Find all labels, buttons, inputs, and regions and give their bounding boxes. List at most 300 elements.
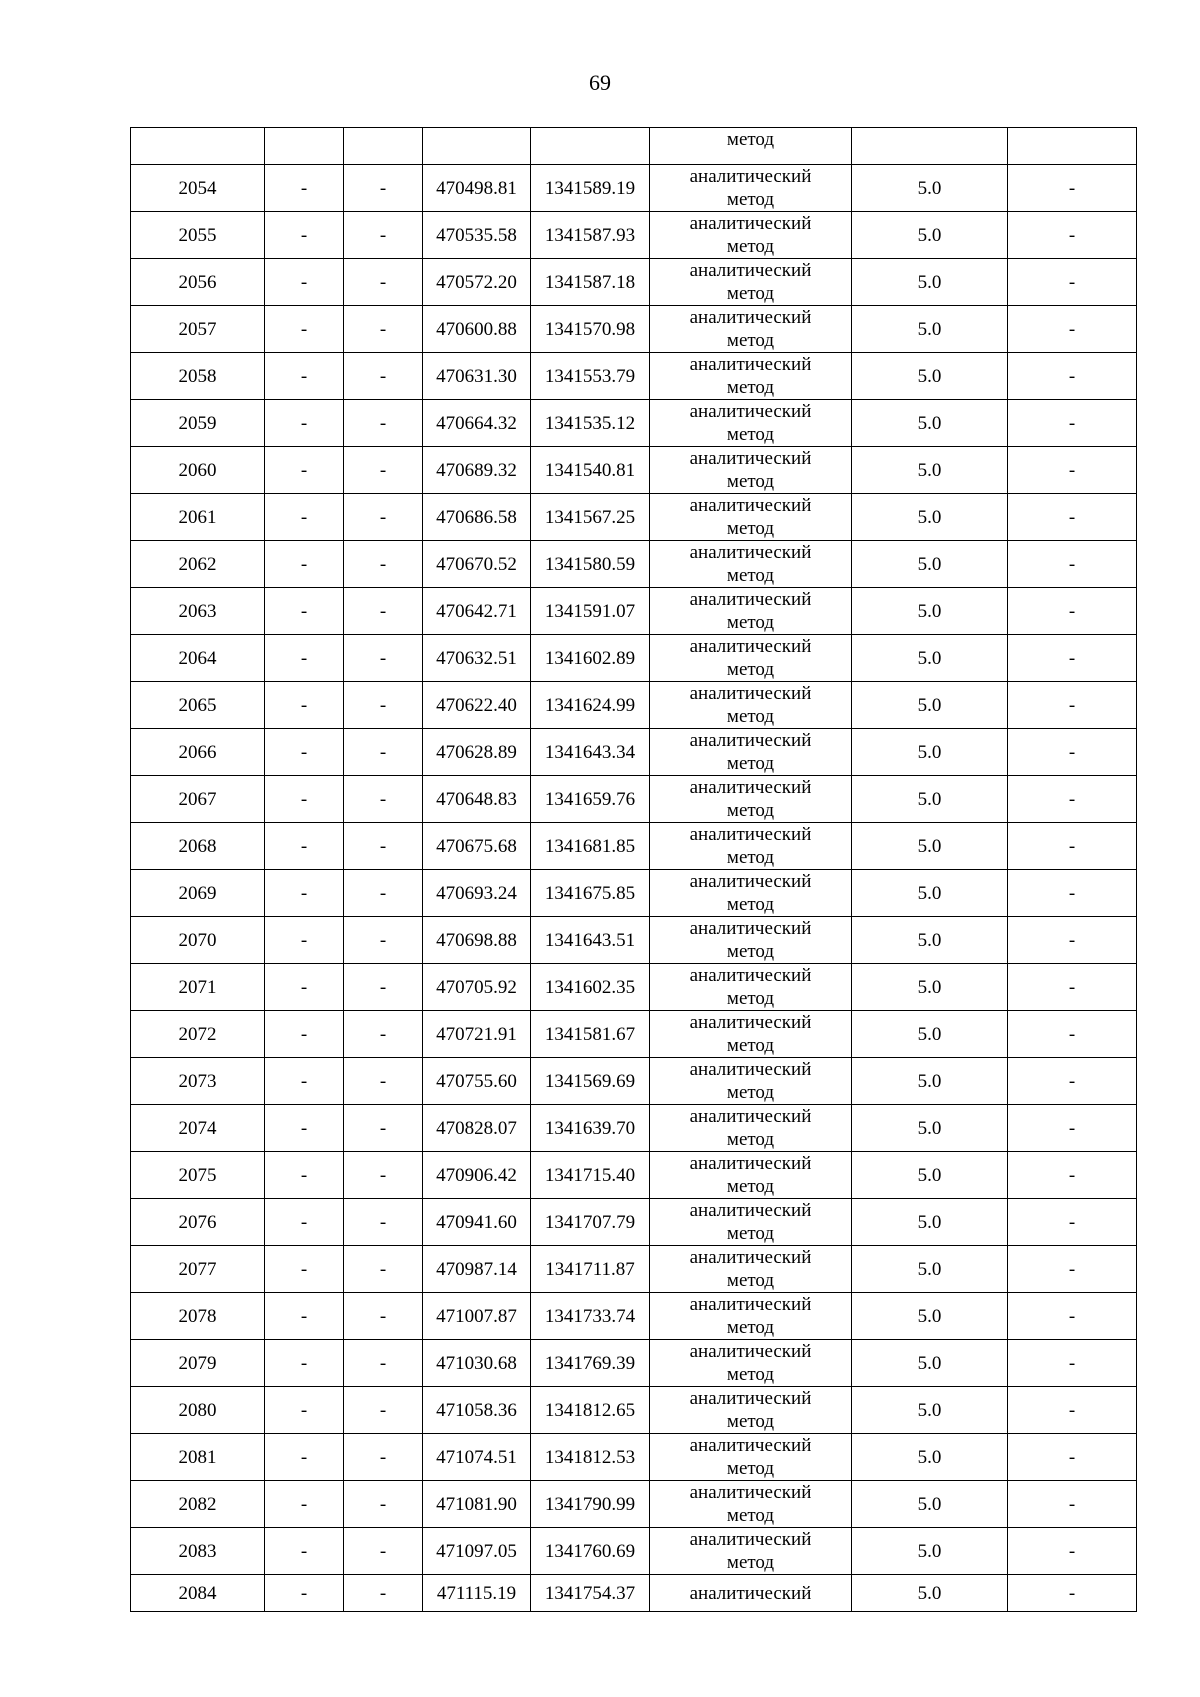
- cell-c3: -: [344, 729, 423, 776]
- cell-c3: -: [344, 917, 423, 964]
- cell-y: 1341570.98: [531, 306, 650, 353]
- cell-c2: -: [265, 1105, 344, 1152]
- cell-c3: -: [344, 588, 423, 635]
- cell-c2: -: [265, 964, 344, 1011]
- cell-num: 2071: [131, 964, 265, 1011]
- cell-precision: 5.0: [852, 729, 1008, 776]
- cell-num: 2068: [131, 823, 265, 870]
- cell-x: 471097.05: [423, 1528, 531, 1575]
- cell-c8: -: [1008, 682, 1137, 729]
- cell-num: 2059: [131, 400, 265, 447]
- method-text-line1: аналитический: [689, 777, 812, 798]
- method-text-line2: метод: [726, 424, 775, 445]
- cell-c3: -: [344, 870, 423, 917]
- cell-precision: 5.0: [852, 494, 1008, 541]
- cell-c2: -: [265, 494, 344, 541]
- cell-precision: 5.0: [852, 400, 1008, 447]
- cell-c2: -: [265, 353, 344, 400]
- cell-precision: 5.0: [852, 1011, 1008, 1058]
- cell-x: 470693.24: [423, 870, 531, 917]
- cell-c2: -: [265, 1058, 344, 1105]
- method-text-line2: метод: [726, 565, 775, 586]
- cell-y: 1341733.74: [531, 1293, 650, 1340]
- table-row: [131, 917, 1137, 964]
- cell-num: 2058: [131, 353, 265, 400]
- cell-precision: 5.0: [852, 1293, 1008, 1340]
- cell-method: [650, 259, 852, 306]
- cell-c8: -: [1008, 1152, 1137, 1199]
- cell-y: 1341681.85: [531, 823, 650, 870]
- cell-c2: -: [265, 1481, 344, 1528]
- method-text-line1: аналитический: [689, 683, 812, 704]
- cell-method: [650, 1246, 852, 1293]
- cell-method: [650, 353, 852, 400]
- cell-c8: -: [1008, 1481, 1137, 1528]
- method-text-line2: метод: [726, 988, 775, 1009]
- cell-num: [131, 128, 265, 165]
- cell-num: 2056: [131, 259, 265, 306]
- cell-c2: -: [265, 1293, 344, 1340]
- cell-x: 470705.92: [423, 964, 531, 1011]
- method-text-line2: метод: [726, 800, 775, 821]
- cell-c3: -: [344, 400, 423, 447]
- method-text-line1: аналитический: [689, 1482, 812, 1503]
- cell-c2: -: [265, 259, 344, 306]
- coordinates-table: [130, 127, 1137, 1612]
- cell-num: 2064: [131, 635, 265, 682]
- cell-method: [650, 870, 852, 917]
- cell-c3: -: [344, 1246, 423, 1293]
- cell-num: 2062: [131, 541, 265, 588]
- cell-num: 2073: [131, 1058, 265, 1105]
- table-row: [131, 1152, 1137, 1199]
- cell-precision: 5.0: [852, 1481, 1008, 1528]
- cell-y: 1341591.07: [531, 588, 650, 635]
- cell-num: 2080: [131, 1387, 265, 1434]
- table-row: [131, 1058, 1137, 1105]
- cell-y: 1341643.34: [531, 729, 650, 776]
- cell-method: [650, 1011, 852, 1058]
- cell-c2: -: [265, 1199, 344, 1246]
- cell-c8: -: [1008, 353, 1137, 400]
- method-text-line2: метод: [726, 612, 775, 633]
- cell-x: [423, 128, 531, 165]
- cell-method: [650, 1293, 852, 1340]
- table-row: [131, 1481, 1137, 1528]
- cell-x: 471007.87: [423, 1293, 531, 1340]
- cell-num: 2077: [131, 1246, 265, 1293]
- method-text-line2: метод: [726, 236, 775, 257]
- cell-c2: -: [265, 541, 344, 588]
- cell-c8: -: [1008, 541, 1137, 588]
- cell-c3: -: [344, 1105, 423, 1152]
- cell-y: 1341812.53: [531, 1434, 650, 1481]
- cell-c2: -: [265, 870, 344, 917]
- cell-c3: -: [344, 165, 423, 212]
- cell-c3: -: [344, 259, 423, 306]
- cell-c3: -: [344, 1575, 423, 1612]
- cell-x: 470642.71: [423, 588, 531, 635]
- cell-x: 470689.32: [423, 447, 531, 494]
- method-text-line1: аналитический: [689, 307, 812, 328]
- cell-c8: -: [1008, 776, 1137, 823]
- cell-precision: 5.0: [852, 1340, 1008, 1387]
- method-text-line1: аналитический: [689, 1435, 812, 1456]
- cell-c8: -: [1008, 165, 1137, 212]
- cell-c8: -: [1008, 588, 1137, 635]
- cell-c3: -: [344, 494, 423, 541]
- cell-precision: [852, 128, 1008, 165]
- cell-y: 1341715.40: [531, 1152, 650, 1199]
- table-row: [131, 1011, 1137, 1058]
- method-text-line1: аналитический: [689, 1059, 812, 1080]
- table-row: [131, 541, 1137, 588]
- method-text-line2: метод: [726, 1505, 775, 1526]
- table-row: [131, 635, 1137, 682]
- cell-precision: 5.0: [852, 1387, 1008, 1434]
- cell-c2: -: [265, 682, 344, 729]
- table-row: [131, 776, 1137, 823]
- cell-c3: -: [344, 1011, 423, 1058]
- cell-y: 1341581.67: [531, 1011, 650, 1058]
- cell-num: 2079: [131, 1340, 265, 1387]
- cell-method: [650, 1434, 852, 1481]
- cell-method: [650, 729, 852, 776]
- page-number: 69: [589, 70, 611, 95]
- cell-c3: -: [344, 1199, 423, 1246]
- method-text-line1: аналитический: [689, 401, 812, 422]
- cell-x: 470941.60: [423, 1199, 531, 1246]
- table-row: [131, 870, 1137, 917]
- cell-c3: -: [344, 353, 423, 400]
- cell-c3: -: [344, 447, 423, 494]
- cell-c2: -: [265, 1528, 344, 1575]
- method-text-line1: аналитический: [689, 166, 812, 187]
- method-text-line2: метод: [726, 1129, 775, 1150]
- cell-num: 2065: [131, 682, 265, 729]
- cell-c2: -: [265, 1152, 344, 1199]
- cell-method: [650, 1199, 852, 1246]
- cell-method: [650, 1528, 852, 1575]
- method-text-line1: аналитический: [689, 1153, 812, 1174]
- method-text-line2: метод: [726, 706, 775, 727]
- cell-num: 2082: [131, 1481, 265, 1528]
- cell-method: [650, 494, 852, 541]
- continuation-row: [131, 128, 1137, 165]
- table-row: [131, 823, 1137, 870]
- cell-x: 471074.51: [423, 1434, 531, 1481]
- cell-x: 470755.60: [423, 1058, 531, 1105]
- method-text-line1: аналитический: [689, 354, 812, 375]
- cell-num: 2078: [131, 1293, 265, 1340]
- method-text-line1: аналитический: [689, 965, 812, 986]
- method-text-line1: аналитический: [689, 871, 812, 892]
- cell-c3: -: [344, 682, 423, 729]
- table-row: [131, 259, 1137, 306]
- cell-precision: 5.0: [852, 1105, 1008, 1152]
- cell-x: 470632.51: [423, 635, 531, 682]
- method-text-line2: метод: [726, 1364, 775, 1385]
- cell-method: [650, 682, 852, 729]
- cell-c8: -: [1008, 1575, 1137, 1612]
- cell-method: [650, 1058, 852, 1105]
- cell-c8: -: [1008, 1246, 1137, 1293]
- cell-precision: 5.0: [852, 447, 1008, 494]
- cell-y: 1341659.76: [531, 776, 650, 823]
- cell-precision: 5.0: [852, 165, 1008, 212]
- cell-c3: -: [344, 1340, 423, 1387]
- method-text-line2: метод: [726, 1035, 775, 1056]
- cell-x: 470628.89: [423, 729, 531, 776]
- cell-c8: -: [1008, 917, 1137, 964]
- method-text-line2: метод: [726, 330, 775, 351]
- cell-c8: -: [1008, 212, 1137, 259]
- cell-c8: -: [1008, 1434, 1137, 1481]
- method-text-line1: аналитический: [689, 589, 812, 610]
- table-row: [131, 1340, 1137, 1387]
- cell-y: 1341707.79: [531, 1199, 650, 1246]
- table-row: [131, 1387, 1137, 1434]
- cell-c3: -: [344, 1481, 423, 1528]
- cell-c2: -: [265, 306, 344, 353]
- method-text-line1: аналитический: [689, 1294, 812, 1315]
- table-row: [131, 447, 1137, 494]
- cell-y: 1341675.85: [531, 870, 650, 917]
- method-text-line1: аналитический: [689, 636, 812, 657]
- cell-y: 1341711.87: [531, 1246, 650, 1293]
- cell-x: 470664.32: [423, 400, 531, 447]
- cell-x: 471115.19: [423, 1575, 531, 1612]
- cell-method: [650, 776, 852, 823]
- table-row: [131, 165, 1137, 212]
- cell-method: [650, 541, 852, 588]
- cell-c2: -: [265, 776, 344, 823]
- cell-c8: -: [1008, 259, 1137, 306]
- cell-num: 2070: [131, 917, 265, 964]
- method-text-line2: метод: [726, 1176, 775, 1197]
- cell-y: 1341790.99: [531, 1481, 650, 1528]
- cell-c2: -: [265, 1246, 344, 1293]
- cell-x: 470698.88: [423, 917, 531, 964]
- cell-c8: -: [1008, 1293, 1137, 1340]
- method-text-line1: аналитический: [689, 495, 812, 516]
- cell-method: [650, 1481, 852, 1528]
- cell-c2: -: [265, 635, 344, 682]
- cell-y: 1341535.12: [531, 400, 650, 447]
- cell-num: 2060: [131, 447, 265, 494]
- cell-c3: -: [344, 1152, 423, 1199]
- cell-method: [650, 1152, 852, 1199]
- cell-method: [650, 635, 852, 682]
- method-text-line1: аналитический: [689, 1388, 812, 1409]
- cell-y: 1341760.69: [531, 1528, 650, 1575]
- cell-precision: 5.0: [852, 588, 1008, 635]
- method-text-line2: метод: [726, 518, 775, 539]
- table-row: [131, 729, 1137, 776]
- cell-method: [650, 212, 852, 259]
- method-text: метод: [726, 129, 775, 150]
- cell-x: 471081.90: [423, 1481, 531, 1528]
- cell-num: 2083: [131, 1528, 265, 1575]
- table-row: [131, 306, 1137, 353]
- cell-c3: -: [344, 1293, 423, 1340]
- method-text-line1: аналитический: [689, 448, 812, 469]
- cell-x: 470670.52: [423, 541, 531, 588]
- cell-num: 2067: [131, 776, 265, 823]
- method-text-line1: аналитический: [689, 1012, 812, 1033]
- cell-c8: -: [1008, 1058, 1137, 1105]
- table-row: [131, 1528, 1137, 1575]
- method-text-line2: метод: [726, 1317, 775, 1338]
- cell-y: 1341624.99: [531, 682, 650, 729]
- method-text-line2: метод: [726, 847, 775, 868]
- method-text-line2: метод: [726, 1270, 775, 1291]
- cell-c2: -: [265, 917, 344, 964]
- table-row: [131, 588, 1137, 635]
- cell-precision: 5.0: [852, 682, 1008, 729]
- method-text-line2: метод: [726, 283, 775, 304]
- cell-x: 470675.68: [423, 823, 531, 870]
- method-text-line2: метод: [726, 1458, 775, 1479]
- cell-c8: -: [1008, 729, 1137, 776]
- cell-c3: -: [344, 964, 423, 1011]
- method-text-line1: аналитический: [689, 1341, 812, 1362]
- cell-x: 470535.58: [423, 212, 531, 259]
- cell-precision: 5.0: [852, 259, 1008, 306]
- table-row: [131, 1434, 1137, 1481]
- cell-x: 470600.88: [423, 306, 531, 353]
- cell-c8: -: [1008, 1340, 1137, 1387]
- cell-num: 2063: [131, 588, 265, 635]
- cell-c3: -: [344, 1434, 423, 1481]
- cell-c8: -: [1008, 964, 1137, 1011]
- cell-c8: -: [1008, 447, 1137, 494]
- cell-precision: 5.0: [852, 635, 1008, 682]
- cell-precision: 5.0: [852, 823, 1008, 870]
- cell-c2: -: [265, 400, 344, 447]
- method-text-line1: аналитический: [689, 918, 812, 939]
- cell-precision: 5.0: [852, 1575, 1008, 1612]
- cell-y: 1341812.65: [531, 1387, 650, 1434]
- cell-num: 2075: [131, 1152, 265, 1199]
- cell-num: 2074: [131, 1105, 265, 1152]
- cell-precision: 5.0: [852, 541, 1008, 588]
- table-row: [131, 1105, 1137, 1152]
- method-text-line1: аналитический: [689, 1200, 812, 1221]
- cell-c8: -: [1008, 306, 1137, 353]
- cell-y: 1341643.51: [531, 917, 650, 964]
- method-text-line1: аналитический: [689, 213, 812, 234]
- cell-c2: -: [265, 1011, 344, 1058]
- cell-c8: -: [1008, 1199, 1137, 1246]
- cell-method: [650, 1105, 852, 1152]
- cell-c2: [265, 128, 344, 165]
- table-row: [131, 1575, 1137, 1612]
- cell-c8: -: [1008, 635, 1137, 682]
- cell-c2: -: [265, 823, 344, 870]
- cell-c3: -: [344, 541, 423, 588]
- cell-y: 1341567.25: [531, 494, 650, 541]
- cell-method: [650, 964, 852, 1011]
- cell-y: 1341540.81: [531, 447, 650, 494]
- cell-c2: -: [265, 1434, 344, 1481]
- cell-x: 470828.07: [423, 1105, 531, 1152]
- cell-precision: 5.0: [852, 353, 1008, 400]
- cell-x: 470686.58: [423, 494, 531, 541]
- cell-c8: -: [1008, 1011, 1137, 1058]
- cell-y: 1341602.35: [531, 964, 650, 1011]
- cell-method: [650, 306, 852, 353]
- cell-c2: -: [265, 1575, 344, 1612]
- table-row: [131, 1246, 1137, 1293]
- cell-c8: -: [1008, 400, 1137, 447]
- cell-precision: 5.0: [852, 917, 1008, 964]
- method-text-line1: аналитический: [689, 1582, 812, 1604]
- cell-y: 1341589.19: [531, 165, 650, 212]
- cell-y: 1341754.37: [531, 1575, 650, 1612]
- method-text-line1: аналитический: [689, 1529, 812, 1550]
- cell-c2: -: [265, 1340, 344, 1387]
- cell-precision: 5.0: [852, 870, 1008, 917]
- cell-x: 470631.30: [423, 353, 531, 400]
- method-text-line2: метод: [726, 1082, 775, 1103]
- cell-num: 2061: [131, 494, 265, 541]
- cell-num: 2055: [131, 212, 265, 259]
- cell-method: [650, 128, 852, 165]
- table-row: [131, 212, 1137, 259]
- method-text-line2: метод: [726, 1411, 775, 1432]
- cell-method: [650, 823, 852, 870]
- cell-y: 1341602.89: [531, 635, 650, 682]
- cell-y: 1341639.70: [531, 1105, 650, 1152]
- cell-x: 470987.14: [423, 1246, 531, 1293]
- cell-x: 470648.83: [423, 776, 531, 823]
- method-text-line1: аналитический: [689, 1247, 812, 1268]
- table-row: [131, 494, 1137, 541]
- cell-c3: -: [344, 1387, 423, 1434]
- cell-c2: -: [265, 447, 344, 494]
- cell-x: 470721.91: [423, 1011, 531, 1058]
- cell-x: 470906.42: [423, 1152, 531, 1199]
- cell-x: 471058.36: [423, 1387, 531, 1434]
- table-body: [131, 128, 1137, 1612]
- cell-c8: -: [1008, 494, 1137, 541]
- cell-c8: -: [1008, 870, 1137, 917]
- cell-precision: 5.0: [852, 1058, 1008, 1105]
- cell-x: 470622.40: [423, 682, 531, 729]
- table-row: [131, 964, 1137, 1011]
- method-text-line1: аналитический: [689, 542, 812, 563]
- cell-method: [650, 447, 852, 494]
- cell-y: 1341580.59: [531, 541, 650, 588]
- cell-method: [650, 400, 852, 447]
- cell-c8: -: [1008, 1105, 1137, 1152]
- cell-y: 1341553.79: [531, 353, 650, 400]
- cell-y: 1341769.39: [531, 1340, 650, 1387]
- method-text-line2: метод: [726, 659, 775, 680]
- cell-num: 2072: [131, 1011, 265, 1058]
- cell-c3: -: [344, 823, 423, 870]
- cell-y: 1341587.93: [531, 212, 650, 259]
- cell-c3: -: [344, 635, 423, 682]
- cell-method: [650, 1387, 852, 1434]
- cell-num: 2069: [131, 870, 265, 917]
- method-text-line2: метод: [726, 1223, 775, 1244]
- cell-num: 2054: [131, 165, 265, 212]
- table-row: [131, 400, 1137, 447]
- method-text-line2: метод: [726, 377, 775, 398]
- method-text-line2: метод: [726, 753, 775, 774]
